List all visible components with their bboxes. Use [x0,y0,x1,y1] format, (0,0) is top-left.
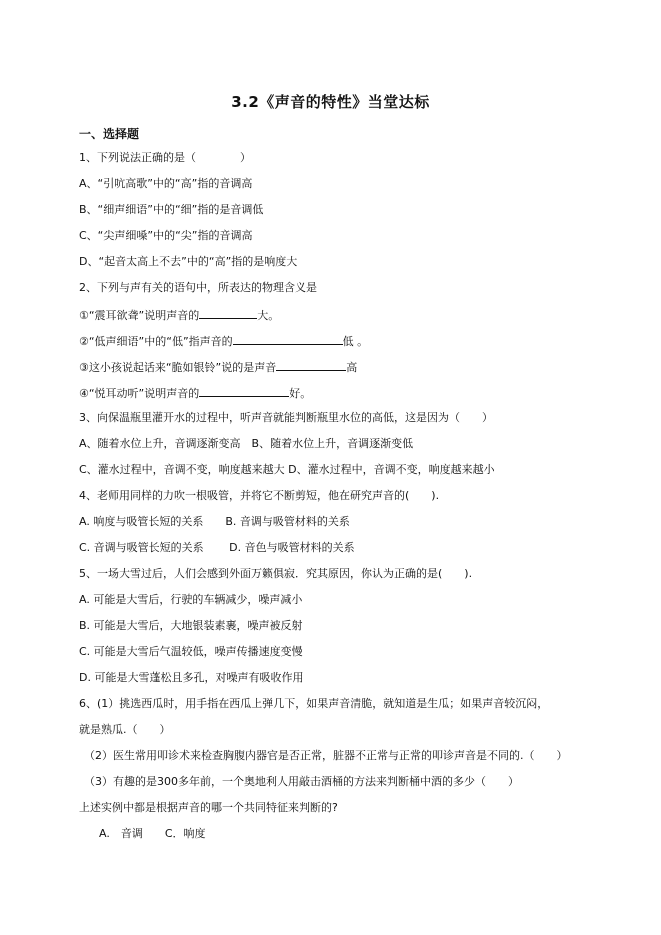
q6-part1-line1: 6、(1）挑选西瓜时，用手指在西瓜上弹几下，如果声音清脆，就知道是生瓜；如果声音较沉闷， [79,697,549,710]
q2-item-2-text: ②“低声细语”中的“低”指声音的 [79,335,233,348]
q3-options-line2: C、灌水过程中，音调不变，响度越来越大 D、灌水过程中，音调不变，响度越来越小 [79,463,495,476]
answer-blank[interactable] [199,307,257,319]
q5-option-b: B. 可能是大雪后，大地银装素裹，噪声被反射 [79,619,303,632]
q1-stem: 1、下列说法正确的是（ ） [79,151,251,164]
q3-stem: 3、向保温瓶里灌开水的过程中，听声音就能判断瓶里水位的高低，这是因为（ ） [79,411,493,424]
q2-stem: 2、下列与声有关的语句中，所表达的物理含义是 [79,281,317,294]
q4-options-line1: A. 响度与吸管长短的关系 B. 音调与吸管材料的关系 [79,515,350,528]
q6-part3: （3）有趣的是300多年前，一个奥地利人用敲击酒桶的方法来判断桶中酒的多少（ ） [84,775,519,788]
q2-item-4 [79,385,311,401]
q2-item-1 [79,307,279,323]
q5-option-a: A. 可能是大雪后，行驶的车辆减少，噪声减小 [79,593,303,606]
section-heading: 一、选择题 [79,127,140,141]
q5-stem: 5、一场大雪过后，人们会感到外面万籁俱寂．究其原因，你认为正确的是( ). [79,567,473,580]
answer-blank[interactable] [233,333,343,345]
q6-question: 上述实例中都是根据声音的哪一个共同特征来判断的? [79,801,338,814]
q1-option-d: D、“起音太高上不去”中的“高”指的是响度大 [79,255,298,268]
q5-option-c: C. 可能是大雪后气温较低，噪声传播速度变慢 [79,645,303,658]
q2-item-3-suffix: 高 [346,361,358,374]
q1-option-b: B、“细声细语”中的“细”指的是音调低 [79,203,264,216]
q3-options-line1: A、随着水位上升，音调逐渐变高 B、随着水位上升，音调逐渐变低 [79,437,414,450]
q6-options: A. 音调 C．响度 [99,827,206,840]
q5-option-d: D. 可能是大雪蓬松且多孔，对噪声有吸收作用 [79,671,304,684]
q4-stem: 4、老师用同样的力吹一根吸管，并将它不断剪短，他在研究声音的( ). [79,489,440,502]
q1-option-a: A、“引吭高歌”中的“高”指的音调高 [79,177,253,190]
q2-item-3-text: ③这小孩说起话来“脆如银铃”说的是声音 [79,361,277,374]
q4-options-line2: C. 音调与吸管长短的关系 D. 音色与吸管材料的关系 [79,541,355,554]
q2-item-2-suffix: 低 。 [342,335,369,348]
q1-option-c: C、“尖声细嗓”中的“尖”指的音调高 [79,229,253,242]
q2-item-1-suffix: 大。 [257,309,280,322]
answer-blank[interactable] [276,359,346,371]
q6-part1-line2: 就是熟瓜.（ ） [79,723,171,736]
q2-item-4-suffix: 好。 [289,387,312,400]
q2-item-1-text: ①“震耳欲聋”说明声音的 [79,309,200,322]
q2-item-4-text: ④“悦耳动听”说明声音的 [79,387,200,400]
q6-part2: （2）医生常用叩诊术来检查胸腹内器官是否正常，脏器不正常与正常的叩诊声音是不同的.（ ） [84,749,568,762]
answer-blank[interactable] [199,385,289,397]
page-title: 3.2《声音的特性》当堂达标 [231,93,430,111]
q2-item-2 [79,333,368,349]
q2-item-3 [79,359,357,375]
